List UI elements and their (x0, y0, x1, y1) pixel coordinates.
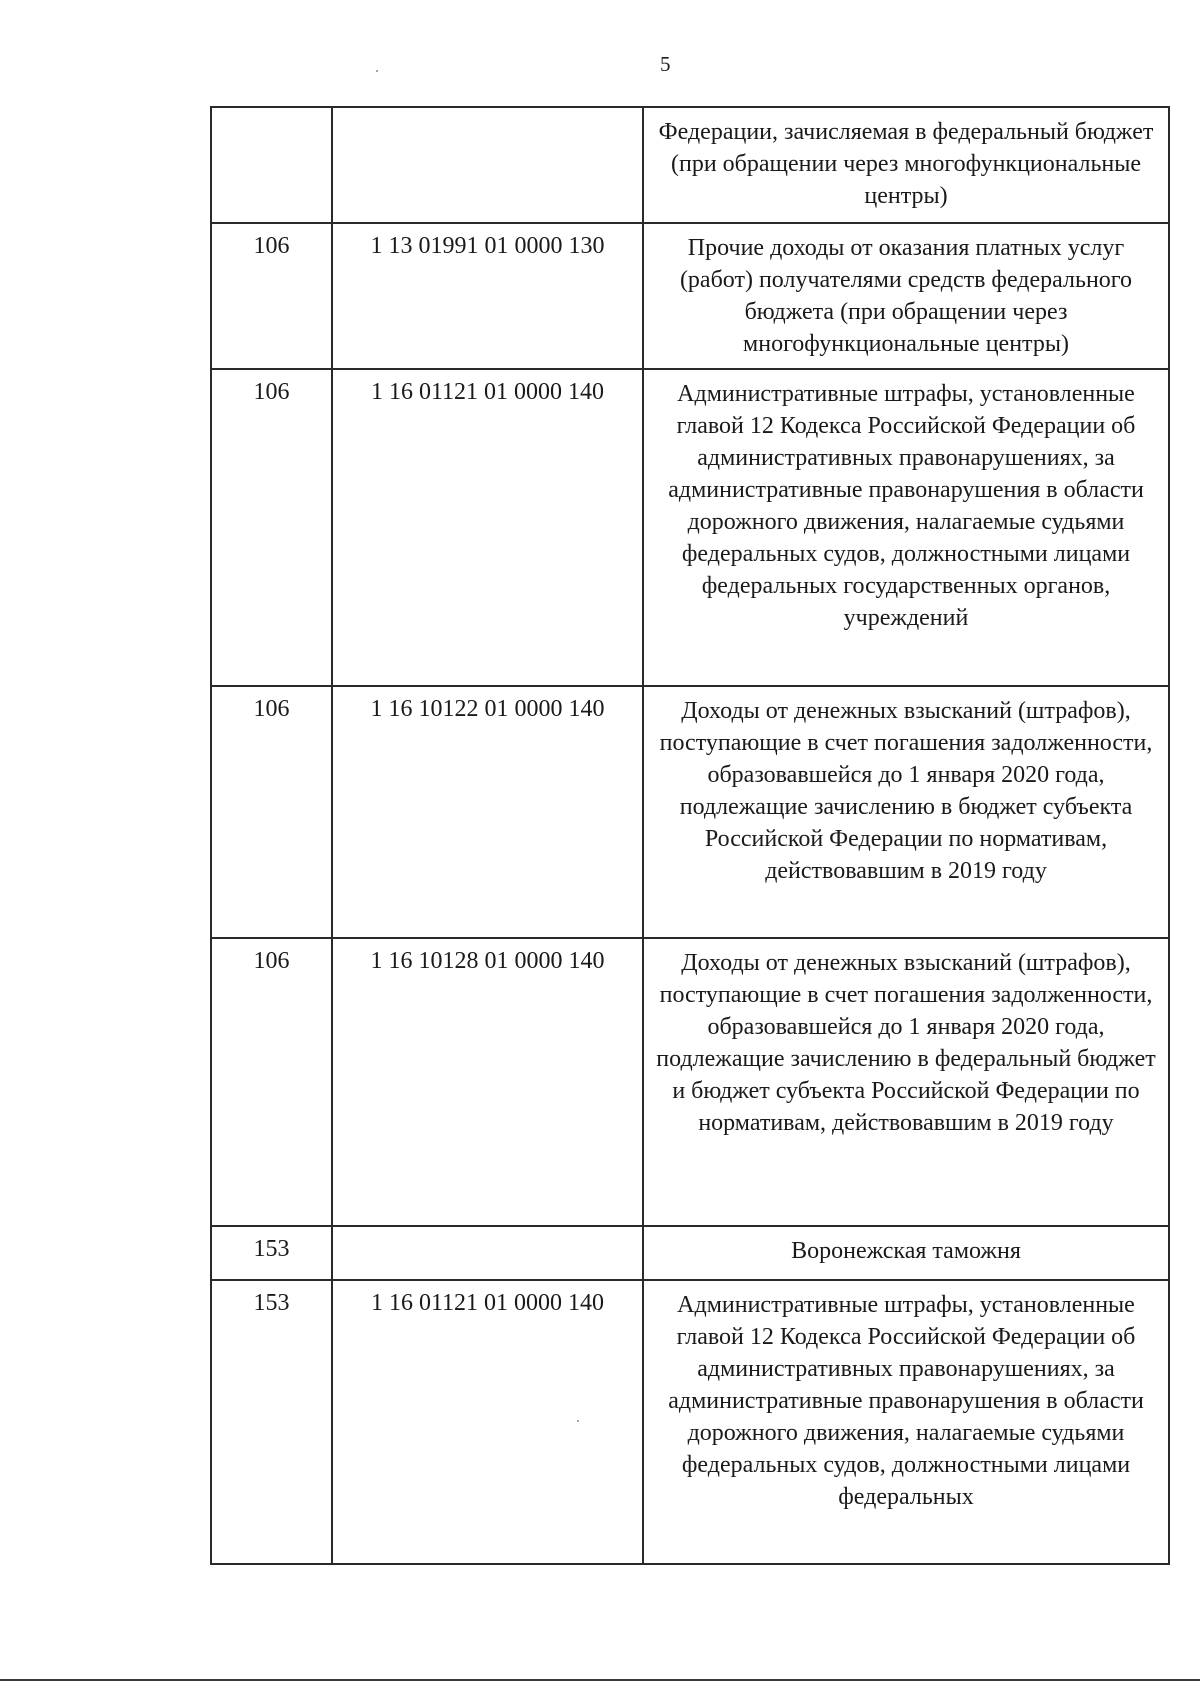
revenue-codes-table (210, 106, 1170, 1565)
admin-code-cell: 106 (211, 938, 332, 1226)
table-row (211, 369, 1169, 686)
budget-code-cell: 1 16 01121 01 0000 140 (332, 369, 643, 686)
admin-code-cell: 153 (211, 1280, 332, 1564)
description-cell: Административные штрафы, установленные главой 12 Кодекса Российской Федерации об административных правонарушениях, за административные правонарушения в области дорожного движения, налагаемые судьями федеральных судов, должностными лицами федеральных (643, 1280, 1169, 1564)
admin-code-cell: 153 (211, 1226, 332, 1280)
table-row (211, 686, 1169, 938)
budget-code-cell (332, 107, 643, 223)
budget-code-cell (332, 1226, 643, 1280)
description-cell: Прочие доходы от оказания платных услуг (работ) получателями средств федерального бюджета (при обращении через многофункциональные центры) (643, 223, 1169, 369)
scan-edge-line (0, 1679, 1200, 1681)
description-cell: Доходы от денежных взысканий (штрафов), поступающие в счет погашения задолженности, образовавшейся до 1 января 2020 года, подлежащие зачислению в бюджет субъекта Российской Федерации по нормативам, действовавшим в 2019 году (643, 686, 1169, 938)
table-row (211, 107, 1169, 223)
table-row (211, 938, 1169, 1226)
table-row (211, 1226, 1169, 1280)
admin-code-cell: 106 (211, 223, 332, 369)
description-cell: Доходы от денежных взысканий (штрафов), поступающие в счет погашения задолженности, образовавшейся до 1 января 2020 года, подлежащие зачислению в федеральный бюджет и бюджет субъекта Российской Федерации по нормативам, действовавшим в 2019 году (643, 938, 1169, 1226)
budget-code-cell: 1 16 01121 01 0000 140 (332, 1280, 643, 1564)
admin-code-cell: 106 (211, 686, 332, 938)
admin-code-cell: 106 (211, 369, 332, 686)
table-row (211, 223, 1169, 369)
admin-code-cell (211, 107, 332, 223)
budget-code-cell: 1 13 01991 01 0000 130 (332, 223, 643, 369)
budget-code-cell: 1 16 10122 01 0000 140 (332, 686, 643, 938)
scan-speck (376, 70, 378, 72)
description-cell: Федерации, зачисляемая в федеральный бюджет (при обращении через многофункциональные центры) (643, 107, 1169, 223)
page-number: 5 (660, 52, 671, 76)
description-cell: Воронежская таможня (643, 1226, 1169, 1280)
description-cell: Административные штрафы, установленные главой 12 Кодекса Российской Федерации об административных правонарушениях, за административные правонарушения в области дорожного движения, налагаемые судьями федеральных судов, должностными лицами федеральных государственных органов, учреждений (643, 369, 1169, 686)
table-row (211, 1280, 1169, 1564)
budget-code-cell: 1 16 10128 01 0000 140 (332, 938, 643, 1226)
